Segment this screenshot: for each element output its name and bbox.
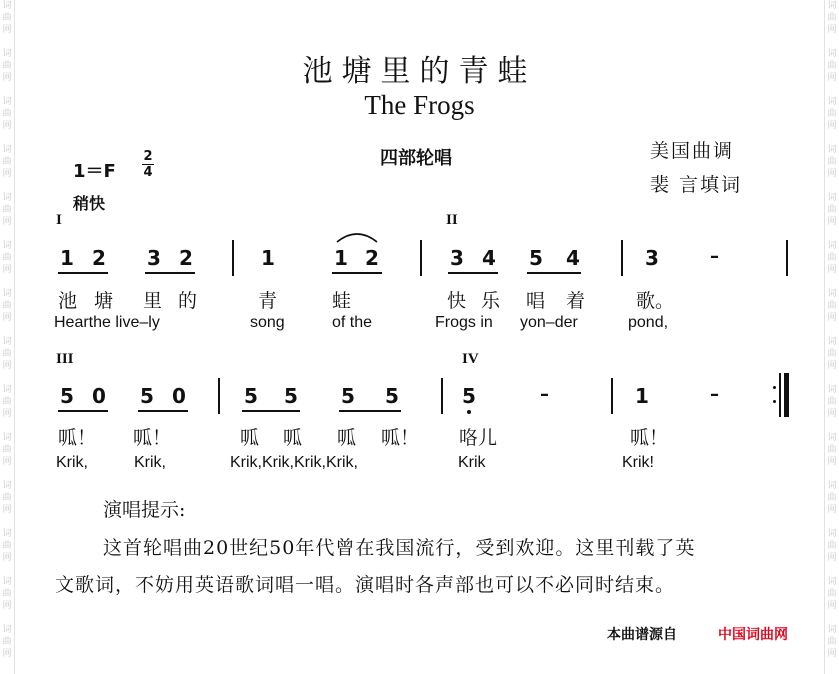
lyric-en: Krik, bbox=[134, 454, 166, 471]
dash-extension: – bbox=[710, 384, 719, 405]
note: 5 bbox=[244, 384, 258, 408]
note: 5 bbox=[284, 384, 298, 408]
lyric-zh: 乐 bbox=[481, 290, 501, 312]
tempo-marking: 稍快 bbox=[73, 194, 106, 213]
bar-line bbox=[611, 378, 613, 414]
lyric-zh: 蛙 bbox=[332, 290, 352, 312]
time-signature bbox=[142, 150, 154, 179]
note: 4 bbox=[566, 246, 580, 270]
lyric-en: Hearthe live–ly bbox=[54, 314, 160, 331]
lyric-zh: 里 bbox=[143, 290, 163, 312]
beam-line bbox=[332, 272, 382, 274]
note: 5 bbox=[385, 384, 399, 408]
bar-line bbox=[420, 240, 422, 276]
song-subtitle: The Frogs bbox=[364, 90, 475, 120]
lyric-en: Krik,Krik,Krik,Krik, bbox=[230, 454, 358, 471]
note: 1 bbox=[261, 246, 275, 270]
beam-line bbox=[339, 410, 401, 412]
lyric-zh: 呱 bbox=[240, 427, 260, 449]
lyric-en: Krik! bbox=[622, 454, 654, 471]
lower-octave-dot bbox=[467, 410, 471, 414]
beam-line bbox=[527, 272, 581, 274]
section-label-iii: III bbox=[56, 351, 74, 367]
lyric-zh: 呱！ bbox=[58, 427, 97, 449]
note: 5 bbox=[341, 384, 355, 408]
tips-heading: 演唱提示: bbox=[103, 499, 186, 521]
note: 5 bbox=[60, 384, 74, 408]
source-label: 本曲谱源自 bbox=[607, 627, 677, 643]
lyric-en: yon–der bbox=[520, 314, 578, 331]
bar-line bbox=[441, 378, 443, 414]
beam-line bbox=[58, 410, 108, 412]
watermark-left: 词曲网 词曲网 词曲网 词曲网 词曲网 词曲网 词曲网 词曲网 词曲网 词曲网 词曲网 词曲网 词曲网 词曲网 bbox=[0, 0, 15, 674]
source-site-link[interactable]: 中国词曲网 bbox=[718, 627, 788, 643]
lyric-zh: 咯儿 bbox=[459, 427, 498, 449]
dash-extension: – bbox=[710, 246, 719, 267]
lyric-zh: 快 bbox=[447, 290, 467, 312]
bar-line bbox=[786, 240, 788, 276]
section-label-iv: IV bbox=[462, 351, 479, 367]
lyric-en: Krik, bbox=[56, 454, 88, 471]
lyric-zh: 呱！ bbox=[381, 427, 420, 449]
lyric-zh: 呱 bbox=[337, 427, 357, 449]
tips-paragraph-line-2: 文歌词，不妨用英语歌词唱一唱。演唱时各声部也可以不必同时结束。 bbox=[55, 574, 676, 596]
lyric-zh: 着 bbox=[566, 290, 586, 312]
beam-line bbox=[145, 272, 195, 274]
note: 1 bbox=[334, 246, 348, 270]
note: 1 bbox=[635, 384, 649, 408]
tips-paragraph-line-1: 这首轮唱曲20世纪50年代曾在我国流行，受到欢迎。这里刊载了英 bbox=[103, 537, 696, 559]
note: 2 bbox=[92, 246, 106, 270]
repeat-dot bbox=[773, 400, 776, 403]
lyric-en: pond, bbox=[628, 314, 669, 331]
tie-arc bbox=[334, 226, 380, 244]
beam-line bbox=[58, 272, 108, 274]
note: 3 bbox=[450, 246, 464, 270]
lyric-zh: 池 bbox=[58, 290, 78, 312]
note: 5 bbox=[140, 384, 154, 408]
lyric-zh: 呱！ bbox=[630, 427, 669, 449]
beam-line bbox=[138, 410, 188, 412]
lyric-zh: 唱 bbox=[526, 290, 546, 312]
beam-line bbox=[448, 272, 498, 274]
note: 1 bbox=[60, 246, 74, 270]
repeat-thin-bar bbox=[779, 373, 781, 417]
note: 3 bbox=[147, 246, 161, 270]
repeat-thick-bar bbox=[784, 373, 789, 417]
lyricist-credit: 裴 言填词 bbox=[650, 174, 743, 196]
beam-line bbox=[242, 410, 300, 412]
note: 3 bbox=[645, 246, 659, 270]
section-label-ii: II bbox=[446, 212, 458, 228]
lyric-zh: 的 bbox=[178, 290, 198, 312]
lyric-zh: 呱 bbox=[283, 427, 303, 449]
note: 4 bbox=[482, 246, 496, 270]
note: 2 bbox=[365, 246, 379, 270]
lyric-en: song bbox=[250, 314, 285, 331]
watermark-right: 词曲网 词曲网 词曲网 词曲网 词曲网 词曲网 词曲网 词曲网 词曲网 词曲网 词曲网 词曲网 词曲网 词曲网 bbox=[824, 0, 839, 674]
note: 0 bbox=[92, 384, 106, 408]
lyric-zh: 歌。 bbox=[636, 290, 675, 312]
bar-line bbox=[218, 378, 220, 414]
lyric-en: of the bbox=[332, 314, 373, 331]
lyric-en: Krik bbox=[458, 454, 486, 471]
note: 5 bbox=[462, 384, 476, 408]
bar-line bbox=[621, 240, 623, 276]
section-label-i: I bbox=[56, 212, 62, 228]
lyric-zh: 青 bbox=[258, 290, 278, 312]
repeat-dot bbox=[773, 386, 776, 389]
bar-line bbox=[232, 240, 234, 276]
lyric-zh: 呱！ bbox=[133, 427, 172, 449]
song-title: 池塘里的青蛙 bbox=[302, 54, 537, 89]
time-denominator: 4 bbox=[143, 165, 153, 180]
song-form: 四部轮唱 bbox=[380, 148, 452, 169]
key-signature: 1＝F bbox=[73, 161, 116, 182]
composer-credit: 美国曲调 bbox=[650, 140, 735, 162]
note: 0 bbox=[172, 384, 186, 408]
time-numerator: 2 bbox=[143, 149, 153, 164]
lyric-zh: 塘 bbox=[94, 290, 114, 312]
note: 2 bbox=[179, 246, 193, 270]
note: 5 bbox=[529, 246, 543, 270]
dash-extension: – bbox=[540, 384, 549, 405]
lyric-en: Frogs in bbox=[435, 314, 493, 331]
